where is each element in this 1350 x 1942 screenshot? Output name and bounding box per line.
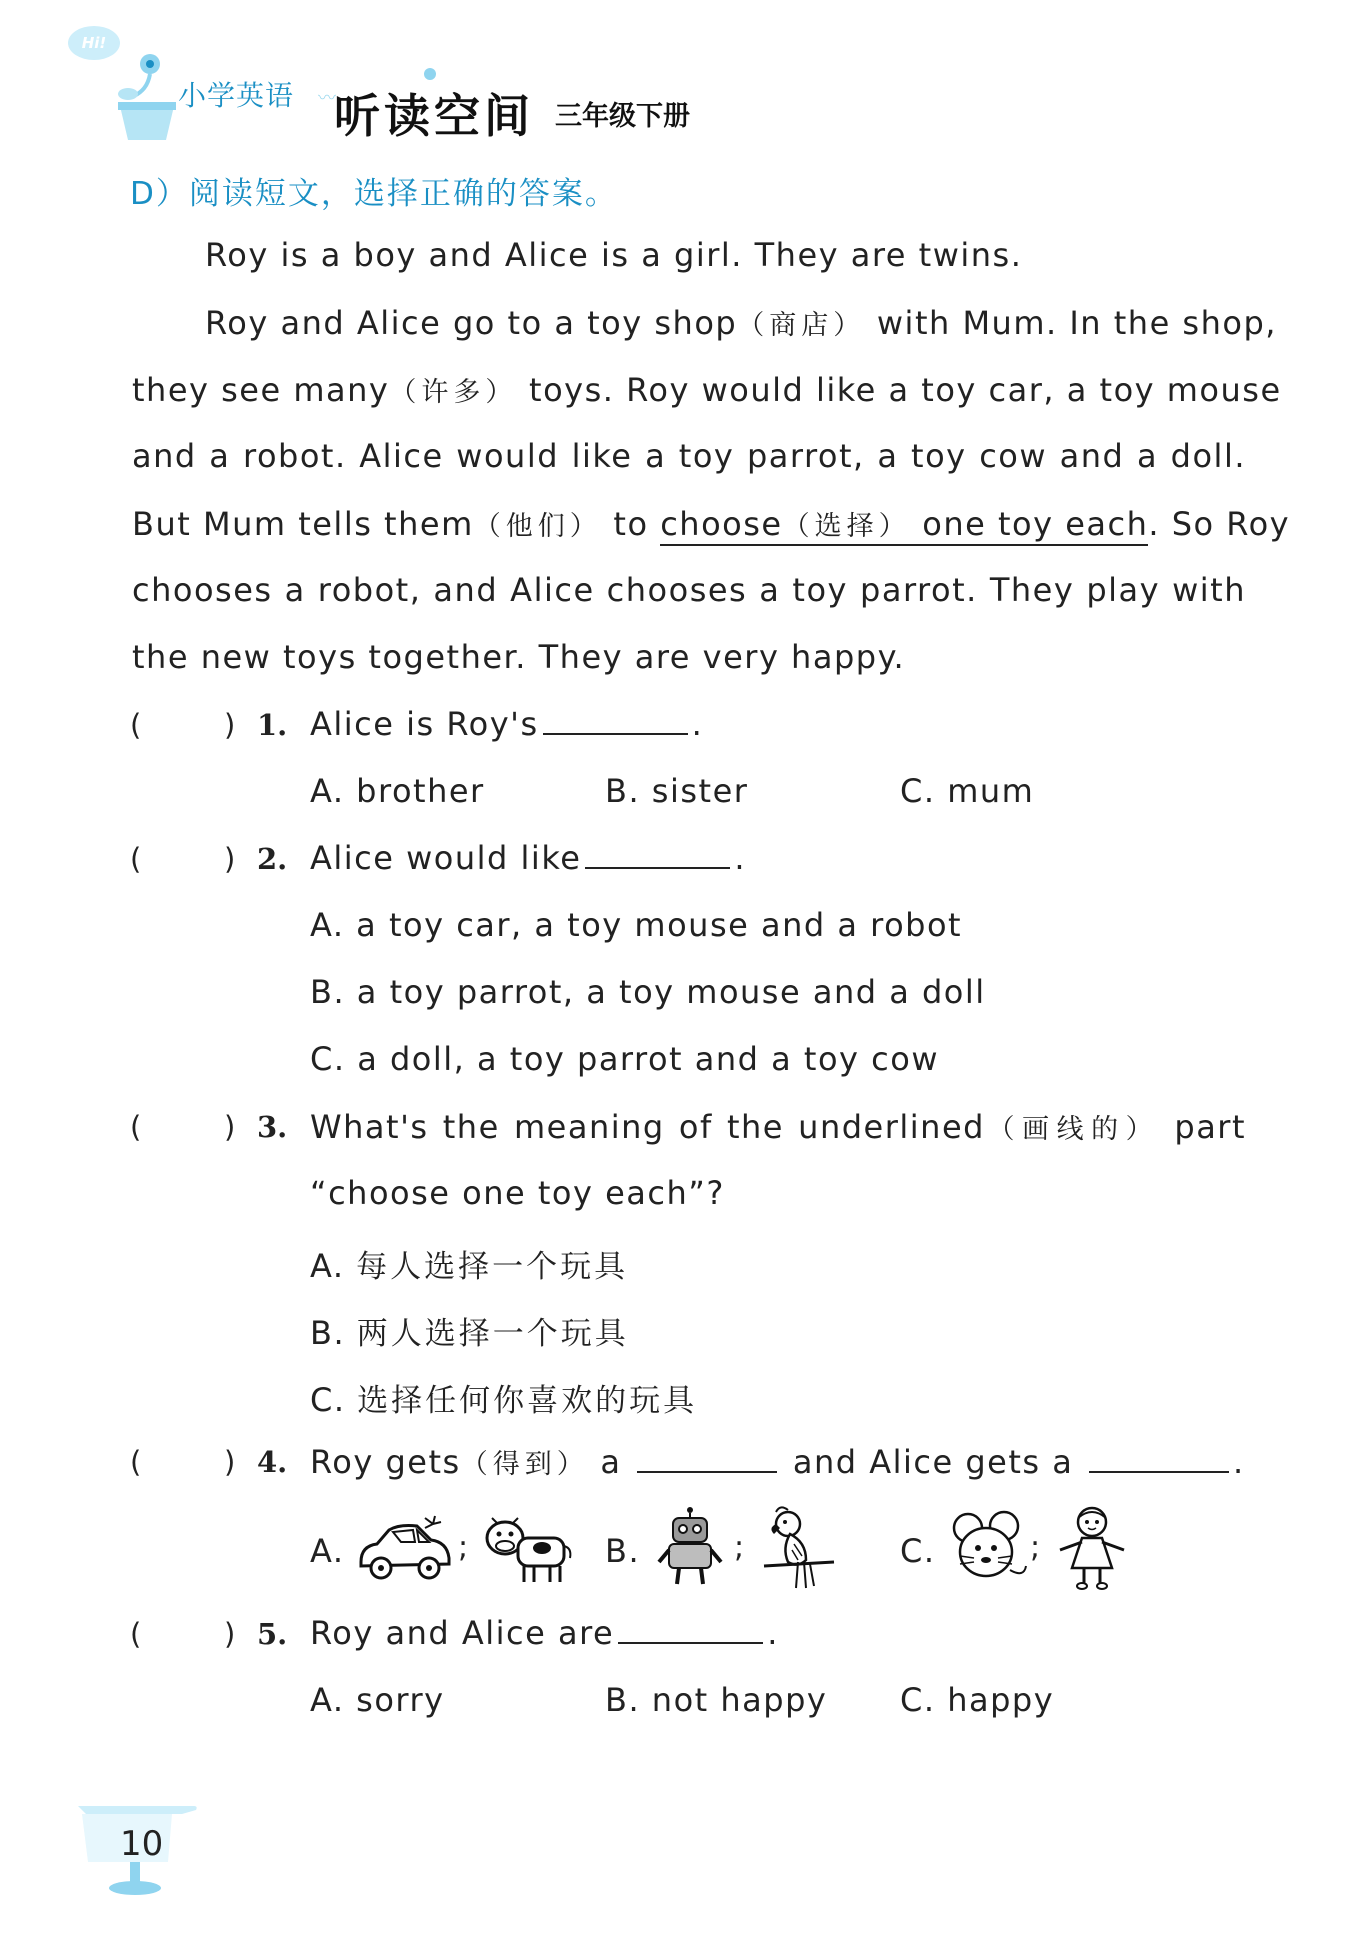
separator: ; [458,1530,469,1565]
answer-paren-left: ( [130,708,142,742]
passage-line: Roy and Alice go to a toy shop（商店） with Mum. In the shop, [205,304,1277,342]
option-a: A. brother [310,772,485,810]
passage-line: Roy is a boy and Alice is a girl. They are twins. [205,236,1023,274]
separator: ; [734,1530,745,1565]
wave-decoration: 〰 [318,88,336,109]
answer-blank [637,1445,777,1473]
answer-paren-right: ) [224,1110,236,1144]
question-number: 5. [257,1617,288,1651]
underlined-phrase: choose（选择） one toy each [660,505,1148,546]
answer-paren-right: ) [224,842,236,876]
section-heading: D）阅读短文，选择正确的答案。 [130,176,618,212]
option-b: B. a toy parrot, a toy mouse and a doll [310,973,986,1011]
option-a: A. sorry [310,1681,445,1719]
toy-cow-icon [478,1508,574,1588]
option-c: C. [900,1532,936,1570]
question-number: 2. [257,842,288,876]
answer-paren-left: ( [130,1445,142,1479]
question-number: 4. [257,1445,288,1479]
option-c: C. a doll, a toy parrot and a toy cow [310,1040,939,1078]
answer-paren-left: ( [130,842,142,876]
question-text: Roy and Alice are . [310,1614,779,1652]
book-title: 听读空间 [334,89,534,143]
dot-decoration [424,68,436,80]
answer-paren-right: ) [224,1617,236,1651]
option-b: B. not happy [605,1681,828,1719]
passage-line: and a robot. Alice would like a toy parrot, a toy cow and a doll. [132,437,1246,475]
answer-paren-right: ) [224,1445,236,1479]
hi-badge: Hi! [68,26,120,60]
answer-blank [585,841,730,869]
option-a: A. [310,1532,345,1570]
toy-mouse-icon [946,1508,1030,1584]
answer-blank [1089,1445,1229,1473]
passage-line: they see many（许多） toys. Roy would like a toy car, a toy mouse [132,371,1282,409]
option-a: A. a toy car, a toy mouse and a robot [310,906,963,944]
passage-line: But Mum tells them（他们） to choose（选择） one toy each. So Roy [132,504,1246,543]
answer-blank [618,1616,763,1644]
answer-blank [543,707,688,735]
toy-doll-icon [1052,1504,1132,1590]
subject-label: 小学英语 [178,79,295,112]
toy-robot-icon [655,1504,725,1588]
flower-pot-icon [112,50,182,142]
question-text: Alice is Roy's . [310,705,704,743]
option-b: B. 两人选择一个玩具 [310,1314,629,1352]
question-text: Roy gets（得到） a and Alice gets a . [310,1443,1245,1481]
option-c: C. mum [900,772,1035,810]
page-number: 10 [120,1824,164,1864]
option-c: C. 选择任何你喜欢的玩具 [310,1381,698,1419]
separator: ; [1030,1530,1041,1565]
grade-label: 三年级下册 [555,101,690,132]
passage-line: the new toys together. They are very happy. [132,638,906,676]
option-b: B. [605,1532,641,1570]
toy-car-icon [355,1512,455,1584]
answer-paren-left: ( [130,1110,142,1144]
option-b: B. sister [605,772,749,810]
passage-line: chooses a robot, and Alice chooses a toy parrot. They play with [132,571,1246,609]
option-c: C. happy [900,1681,1055,1719]
question-text-quote: “choose one toy each”? [310,1174,725,1212]
question-text: Alice would like . [310,839,747,877]
answer-paren-right: ) [224,708,236,742]
question-number: 3. [257,1110,288,1144]
question-text: What's the meaning of the underlined（画线的） part [310,1108,1247,1146]
toy-parrot-icon [758,1502,838,1590]
question-number: 1. [257,708,288,742]
option-a: A. 每人选择一个玩具 [310,1247,629,1285]
answer-paren-left: ( [130,1617,142,1651]
